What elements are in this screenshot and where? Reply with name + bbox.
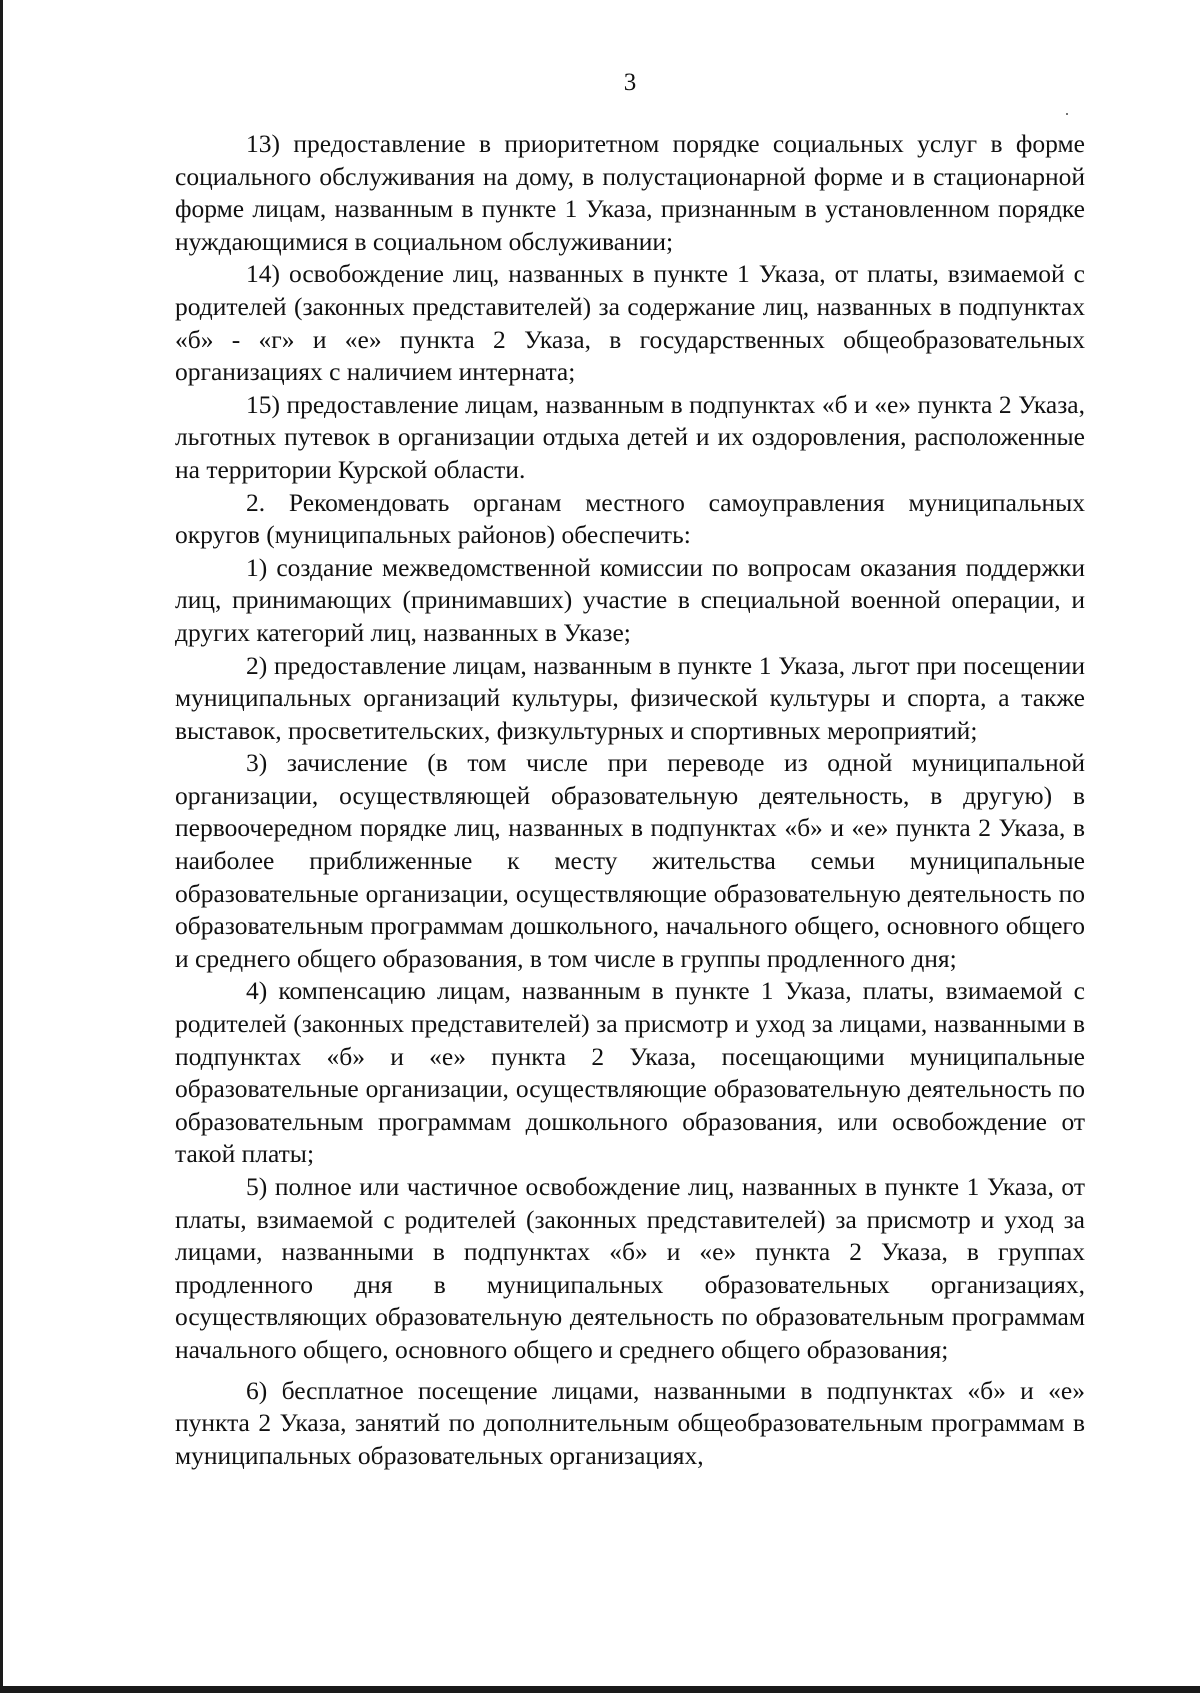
paragraph-subitem-6: 6) бесплатное посещение лицами, названными в подпунктах «б» и «е» пункта 2 Указа, занятий по дополнительным общеобразовательным программам в муниципальных образовательных организациях, — [175, 1375, 1085, 1470]
document-body — [175, 128, 1085, 1472]
paragraph-subitem-3: 3) зачисление (в том числе при переводе из одной муниципальной организации, осуществляющей образовательную деятельность, в другую) в первоочередном порядке лиц, названных в подпунктах «б» и «е» пункта 2 Указа, в наиболее приближенные к месту жительства семьи муниципальные образовательные организации, осуществляющие образовательную деятельность по образовательным программам дошкольного, начального общего, основного общего и среднего общего образования, в том числе в группы продленного дня; — [175, 748, 1085, 973]
page-number: 3 — [623, 69, 637, 96]
paragraph-item-13: 13) предоставление в приоритетном порядке социальных услуг в форме социального обслуживания на дому, в полустационарной форме и в стационарной форме лицам, названным в пункте 1 Указа, признанным в установленном порядке нуждающимися в социальном обслуживании; — [175, 129, 1085, 256]
paragraph-item-15: 15) предоставление лицам, названным в подпунктах «б и «е» пункта 2 Указа, льготных путевок в организации отдыха детей и их оздоровления, расположенные на территории Курской области. — [175, 389, 1085, 484]
paragraph-subitem-5: 5) полное или частичное освобождение лиц, названных в пункте 1 Указа, от платы, взимаемой с родителей (законных представителей) за присмотр и уход за лицами, названными в подпунктах «б» и «е» пункта 2 Указа, в группах продленного дня в муниципальных образовательных организациях, осуществляющих образовательную деятельность по образовательным программам начального общего, основного общего и среднего общего образования; — [175, 1172, 1085, 1364]
paragraph-section-2: 2. Рекомендовать органам местного самоуправления муниципальных округов (муниципальных районов) обеспечить: — [175, 487, 1085, 550]
paragraph-subitem-1: 1) создание межведомственной комиссии по вопросам оказания поддержки лиц, принимающих (принимавших) участие в специальной военной операции, и других категорий лиц, названных в Указе; — [175, 552, 1085, 647]
paragraph-subitem-2: 2) предоставление лицам, названным в пункте 1 Указа, льгот при посещении муниципальных организаций культуры, физической культуры и спорта, а также выставок, просветительских, физкультурных и спортивных мероприятий; — [175, 650, 1085, 745]
paragraph-item-14: 14) освобождение лиц, названных в пункте 1 Указа, от платы, взимаемой с родителей (законных представителей) за содержание лиц, названных в подпунктах «б» - «г» и «е» пункта 2 Указа, в государственных общеобразовательных организациях с наличием интерната; — [175, 259, 1085, 387]
scan-edge-bottom — [0, 1686, 1200, 1693]
scan-edge-left — [0, 0, 3, 1693]
scan-speck — [1066, 113, 1068, 115]
paragraph-subitem-4: 4) компенсацию лицам, названным в пункте 1 Указа, платы, взимаемой с родителей (законных представителей) за присмотр и уход за лицами, названными в подпунктах «б» и «е» пункта 2 Указа, посещающими муниципальные образовательные организации, осуществляющие образовательную деятельность по образовательным программам дошкольного образования, или освобождение от такой платы; — [175, 976, 1085, 1169]
